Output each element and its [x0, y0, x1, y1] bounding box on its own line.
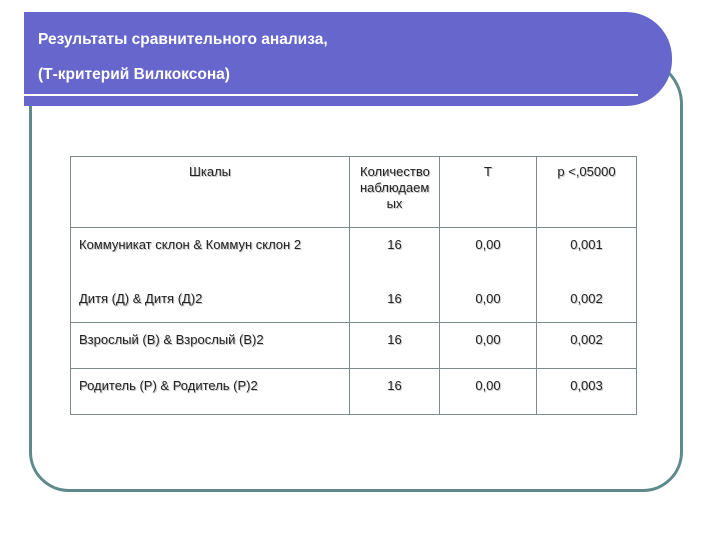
banner-divider	[24, 94, 638, 96]
table-cell-scale	[71, 369, 350, 415]
header-label-count: Количество наблюдаем ых	[360, 164, 430, 211]
table-row	[71, 323, 637, 369]
p-value-3: 0,002	[570, 332, 603, 347]
table-cell-count	[350, 369, 440, 415]
count-value-3: 16	[387, 332, 402, 347]
p-value-1: 0,001	[570, 237, 603, 252]
table-header-row	[71, 157, 637, 228]
table-cell-t	[440, 323, 537, 369]
table-row	[71, 228, 637, 323]
table-cell-count	[350, 228, 440, 323]
header-label-scales: Шкалы	[188, 164, 232, 179]
results-table	[70, 156, 637, 415]
scale-name-4: Родитель (Р) & Родитель (Р)2	[79, 378, 258, 393]
header-label-p: p <,05000	[557, 164, 616, 179]
header-cell-p	[537, 157, 637, 228]
header-cell-scales	[71, 157, 350, 228]
t-value-3: 0,00	[475, 332, 501, 347]
scale-name-3: Взрослый (В) & Взрослый (В)2	[79, 332, 264, 347]
count-value-1: 16	[387, 237, 402, 252]
count-value-2: 16	[387, 291, 402, 306]
t-value-4: 0,00	[475, 378, 501, 393]
table-cell-p	[537, 323, 637, 369]
title-banner	[24, 12, 672, 106]
slide-title-line-2: (Т-критерий Вилкоксона)	[38, 66, 230, 83]
p-value-4: 0,003	[570, 378, 603, 393]
table-row	[71, 369, 637, 415]
table-cell-p	[537, 228, 637, 323]
p-value-2: 0,002	[570, 291, 603, 306]
scale-name-2: Дитя (Д) & Дитя (Д)2	[79, 291, 203, 306]
header-cell-count	[350, 157, 440, 228]
table-cell-scale	[71, 323, 350, 369]
t-value-2: 0,00	[475, 291, 501, 306]
header-cell-t	[440, 157, 537, 228]
table-cell-t	[440, 369, 537, 415]
header-label-t: Т	[484, 164, 492, 179]
table-cell-t	[440, 228, 537, 323]
scale-name-1: Коммуникат склон & Коммун склон 2	[79, 237, 302, 252]
table-cell-count	[350, 323, 440, 369]
t-value-1: 0,00	[475, 237, 501, 252]
count-value-4: 16	[387, 378, 402, 393]
table-cell-p	[537, 369, 637, 415]
table-cell-scale	[71, 228, 350, 323]
slide-title-line-1: Результаты сравнительного анализа,	[38, 31, 328, 48]
